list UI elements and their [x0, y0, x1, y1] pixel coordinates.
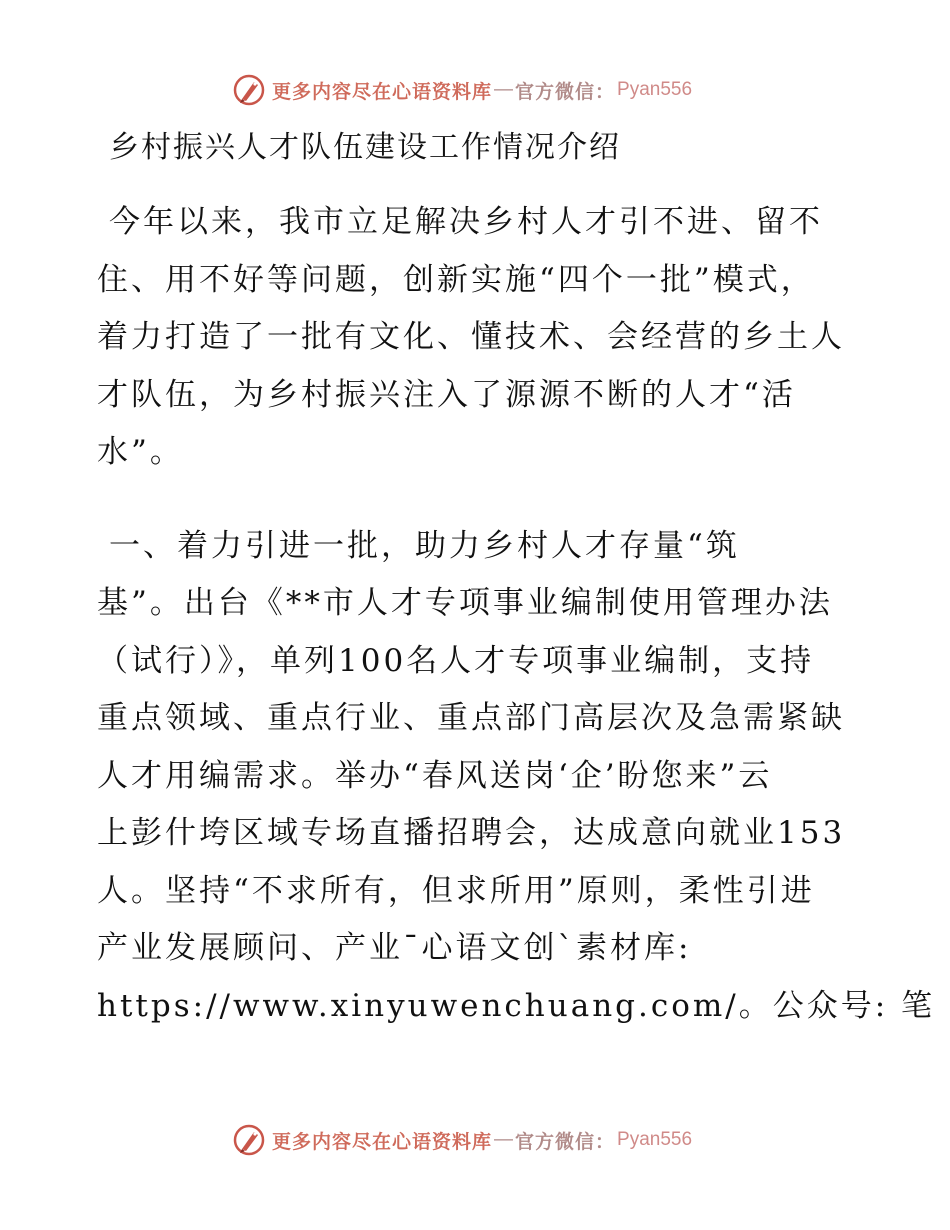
paragraph-intro	[97, 194, 857, 482]
paragraph-line: 住、用不好等问题，创新实施“四个一批”模式，	[97, 261, 815, 298]
footer-watermark	[232, 1120, 692, 1160]
document-title: 乡村振兴人才队伍建设工作情况介绍	[109, 130, 621, 165]
watermark-promo-text: 更多内容尽在心语资料库	[272, 1130, 493, 1153]
watermark-dash: —	[494, 79, 514, 100]
watermark-wechat-id: Pyan556	[617, 1129, 693, 1150]
pen-nib-logo-icon	[232, 1123, 266, 1157]
watermark-dash: —	[494, 1129, 514, 1150]
header-watermark	[232, 70, 692, 110]
paragraph-line: （试行）》，单列100名人才专项事业编制，支持	[97, 642, 815, 679]
paragraph-line-url: https://www.xinyuwenchuang.com/。公众号: 笔	[97, 987, 936, 1024]
paragraph-line: 今年以来，我市立足解决乡村人才引不进、留不	[109, 204, 823, 240]
paragraph-line: 基”。出台《**市人才专项事业编制使用管理办法	[97, 585, 833, 621]
watermark-wechat-id: Pyan556	[617, 79, 693, 100]
paragraph-line: 人才用编需求。举办“春风送岗‘企’盼您来”云	[97, 757, 773, 794]
paragraph-line: 一、着力引进一批，助力乡村人才存量“筑	[109, 527, 740, 564]
paragraph-line: 重点领域、重点行业、重点部门高层次及急需紧缺	[97, 700, 845, 736]
watermark-promo-text: 更多内容尽在心语资料库	[272, 80, 493, 103]
paragraph-section-one	[97, 518, 936, 1036]
paragraph-line: 才队伍，为乡村振兴注入了源源不断的人才“活	[97, 376, 796, 413]
watermark-wechat-label: 官方微信：	[515, 1130, 616, 1153]
paragraph-line: 上彭什垮区域专场直播招聘会，达成意向就业153	[97, 815, 846, 851]
paragraph-line: 水”。	[97, 434, 184, 470]
paragraph-line: 着力打造了一批有文化、懂技术、会经营的乡土人	[97, 319, 845, 355]
document-body	[97, 120, 936, 1035]
pen-nib-logo-icon	[232, 73, 266, 107]
paragraph-line: 人。坚持“不求所有，但求所用”原则，柔性引进	[97, 872, 815, 909]
paragraph-line: 产业发展顾问、产业¯心语文创`素材库:	[97, 930, 692, 966]
watermark-wechat-label: 官方微信：	[515, 80, 616, 103]
